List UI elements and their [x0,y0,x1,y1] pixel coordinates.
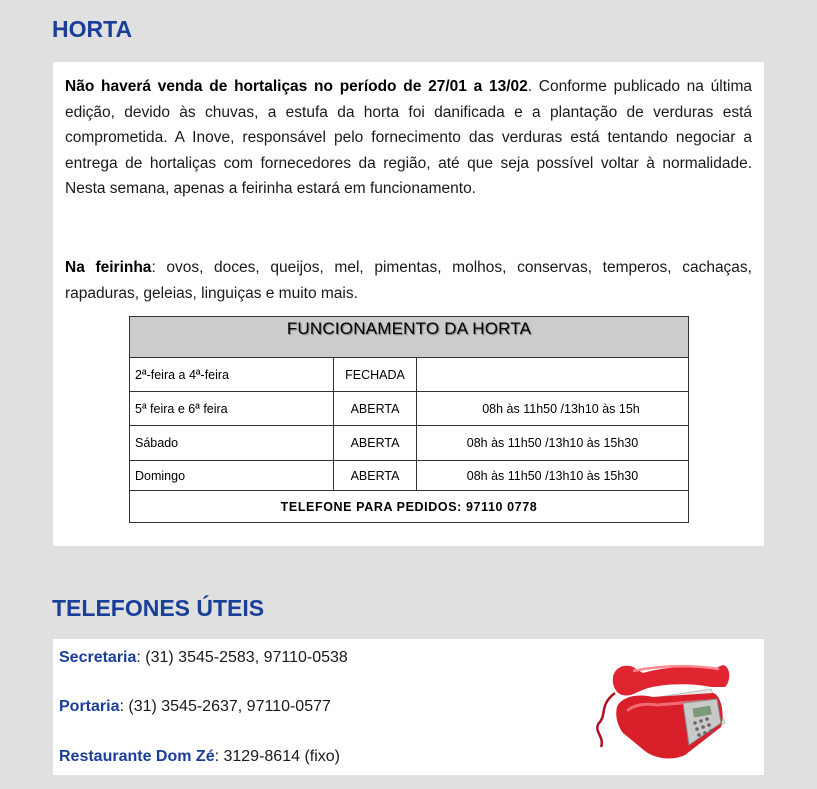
order-phone-footer: TELEFONE PARA PEDIDOS: 97110 0778 [130,491,689,523]
row-days: Domingo [130,461,334,491]
telefones-panel [53,639,764,775]
phone-entry-label: Secretaria [59,649,137,666]
schedule-table-title: FUNCIONAMENTO DA HORTA [130,317,689,358]
telefones-title: TELEFONES ÚTEIS [52,595,265,621]
row-status: FECHADA [334,358,417,392]
phone-entry-value: : (31) 3545-2637, 97110-0577 [119,698,331,715]
row-status: ABERTA [334,392,417,426]
feirinha-text: : ovos, doces, queijos, mel, pimentas, molhos, conservas, temperos, cachaças, rapaduras, geleias, linguiças e muito mais. [65,259,752,302]
phone-entry-portaria [59,698,331,716]
red-telephone-icon [593,653,731,761]
phone-entry-value: : (31) 3545-2583, 97110-0538 [136,649,348,666]
horta-panel [53,62,764,546]
feirinha-paragraph [65,255,752,306]
phone-entry-label: Portaria [59,698,120,715]
horta-title: HORTA [52,16,133,42]
table-row [130,358,689,392]
horta-notice-paragraph [65,74,752,202]
row-days: Sábado [130,426,334,461]
row-hours: 08h às 11h50 /13h10 às 15h [417,392,689,426]
phone-entry-secretaria [59,649,348,667]
notice-bold-text: Não haverá venda de hortaliças no período de 27/01 a 13/02 [65,78,528,95]
notice-text: . Conforme publicado na última edição, devido às chuvas, a estufa da horta foi danificada e a plantação de verduras está comprometida. A Inove, responsável pelo fornecimento das verduras está tentando negociar a entrega de hortaliças com fornecedores da região, até que seja possível voltar à normalidade. Nesta semana, apenas a feirinha estará em funcionamento. [65,78,752,198]
phone-entry-value: : 3129-8614 (fixo) [214,748,340,765]
table-row [130,392,689,426]
row-days: 2ª-feira a 4ª-feira [130,358,334,392]
row-status: ABERTA [334,426,417,461]
schedule-table [129,316,689,523]
row-hours: 08h às 11h50 /13h10 às 15h30 [417,461,689,491]
table-row [130,426,689,461]
phone-entry-label: Restaurante Dom Zé [59,748,215,765]
table-row [130,461,689,491]
row-hours [417,358,689,392]
row-hours: 08h às 11h50 /13h10 às 15h30 [417,426,689,461]
row-days: 5ª feira e 6ª feira [130,392,334,426]
phone-entry-restaurante [59,748,340,766]
row-status: ABERTA [334,461,417,491]
feirinha-label: Na feirinha [65,259,152,276]
